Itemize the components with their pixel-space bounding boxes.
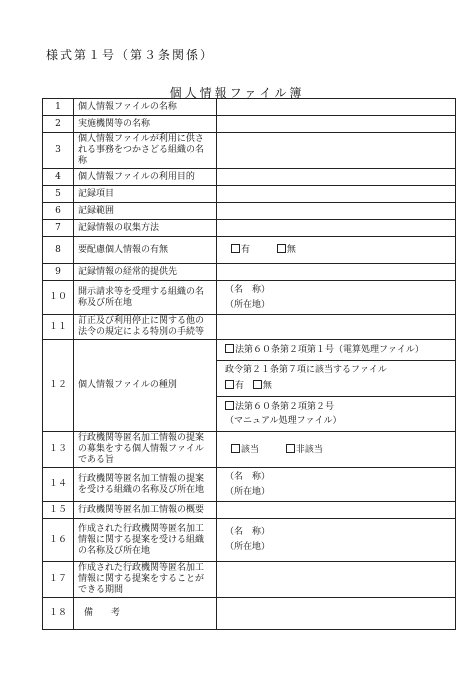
checkbox-icon[interactable] [225,380,234,389]
row-label: 個人情報ファイルが利用に供される事務をつかさどる組織の名称 [74,133,217,169]
row-label: 記録範囲 [74,203,217,220]
table-row [43,116,456,133]
row-number: １２ [43,340,74,432]
org-name-label: （名 称） [225,471,271,482]
sub-yes-option[interactable]: 有 [225,381,244,391]
form-number: 様式第１号（第３条関係） [46,48,215,62]
row-number: １１ [43,315,74,340]
sub-no-option[interactable]: 無 [253,381,272,391]
sensitive-yes-option[interactable]: 有 [231,245,250,255]
row-number: １６ [43,519,74,562]
row-label: 開示請求等を受理する組織の名称及び所在地 [74,281,217,315]
table-row [43,99,456,116]
row-label: 行政機関等匿名加工情報の概要 [74,502,217,519]
table-row [43,340,456,432]
table-row [43,133,456,169]
row-label: 記録情報の経常的提供先 [74,264,217,281]
file-type-option-1[interactable]: 法第６０条第２項第１号（電算処理ファイル） [217,340,455,360]
row-number: 3 [43,133,74,169]
value-cell[interactable] [217,315,456,340]
table-row [43,502,456,519]
table-row [43,186,456,203]
row-number: １３ [43,432,74,468]
row-label: 行政機関等匿名加工情報の提案の募集をする個人情報ファイルである旨 [74,432,217,468]
checkbox-icon[interactable] [253,380,262,389]
not-applicable-option[interactable]: 非該当 [286,445,323,455]
checkbox-icon[interactable] [231,444,240,453]
table-row [43,315,456,340]
table-row [43,468,456,502]
row-label: 記録項目 [74,186,217,203]
row-label: 記録情報の収集方法 [74,220,217,237]
table-row [43,220,456,237]
row-number: 5 [43,186,74,203]
value-cell[interactable] [217,519,456,562]
value-cell[interactable] [217,133,456,169]
row-label: 個人情報ファイルの種別 [74,340,217,432]
table-row [43,519,456,562]
table-row [43,598,456,630]
value-cell[interactable] [217,116,456,133]
table-row [43,169,456,186]
value-cell[interactable] [217,186,456,203]
value-cell[interactable] [217,468,456,502]
table-row [43,237,456,264]
file-type-sub-question: 政令第２１条第７項に該当するファイル 有 無 [217,360,455,396]
value-cell[interactable] [217,598,456,630]
applicable-option[interactable]: 該当 [231,445,259,455]
table-row [43,203,456,220]
value-cell[interactable] [217,220,456,237]
row-number: 9 [43,264,74,281]
row-number: 4 [43,169,74,186]
value-cell[interactable] [217,169,456,186]
value-cell [217,432,456,468]
row-number: 1 [43,99,74,116]
row-label: 要配慮個人情報の有無 [74,237,217,264]
file-register-table [42,98,456,630]
value-cell[interactable] [217,562,456,598]
table-row [43,432,456,468]
org-name-label: （名 称） [225,527,271,537]
file-type-option-2[interactable]: 法第６０条第２項第２号 （マニュアル処理ファイル） [217,396,455,431]
value-cell [217,237,456,264]
value-cell[interactable] [217,264,456,281]
row-number: １５ [43,502,74,519]
row-number: 2 [43,116,74,133]
row-label: 個人情報ファイルの名称 [74,99,217,116]
row-number: １４ [43,468,74,502]
checkbox-icon[interactable] [286,444,295,453]
value-cell[interactable] [217,281,456,315]
row-number: １８ [43,598,74,630]
row-label: 訂正及び利用停止に関する他の法令の規定による特別の手続等 [74,315,217,340]
sensitive-no-option[interactable]: 無 [277,245,296,255]
checkbox-icon[interactable] [231,244,240,253]
value-cell [217,340,456,432]
row-number: 6 [43,203,74,220]
row-number: 8 [43,237,74,264]
value-cell[interactable] [217,99,456,116]
table-row [43,264,456,281]
document-title: 個人情報ファイル簿 [169,86,305,100]
checkbox-icon[interactable] [225,344,234,353]
row-label: 個人情報ファイルの利用目的 [74,169,217,186]
checkbox-icon[interactable] [225,401,234,410]
table-row [43,281,456,315]
table-row [43,562,456,598]
row-number: 7 [43,220,74,237]
row-label: 実施機関等の名称 [74,116,217,133]
row-label: 備 考 [74,598,217,630]
row-number: １０ [43,281,74,315]
row-label: 作成された行政機関等匿名加工情報に関する提案をすることができる期間 [74,562,217,598]
row-label: 行政機関等匿名加工情報の提案を受ける組織の名称及び所在地 [74,468,217,502]
org-address-label: （所在地） [225,486,271,497]
value-cell[interactable] [217,203,456,220]
row-number: １７ [43,562,74,598]
value-cell[interactable] [217,502,456,519]
checkbox-icon[interactable] [277,244,286,253]
org-name-label: （名 称） [225,284,271,295]
org-address-label: （所在地） [225,542,271,552]
row-label: 作成された行政機関等匿名加工情報に関する提案を受ける組織の名称及び所在地 [74,519,217,562]
org-address-label: （所在地） [225,299,271,310]
